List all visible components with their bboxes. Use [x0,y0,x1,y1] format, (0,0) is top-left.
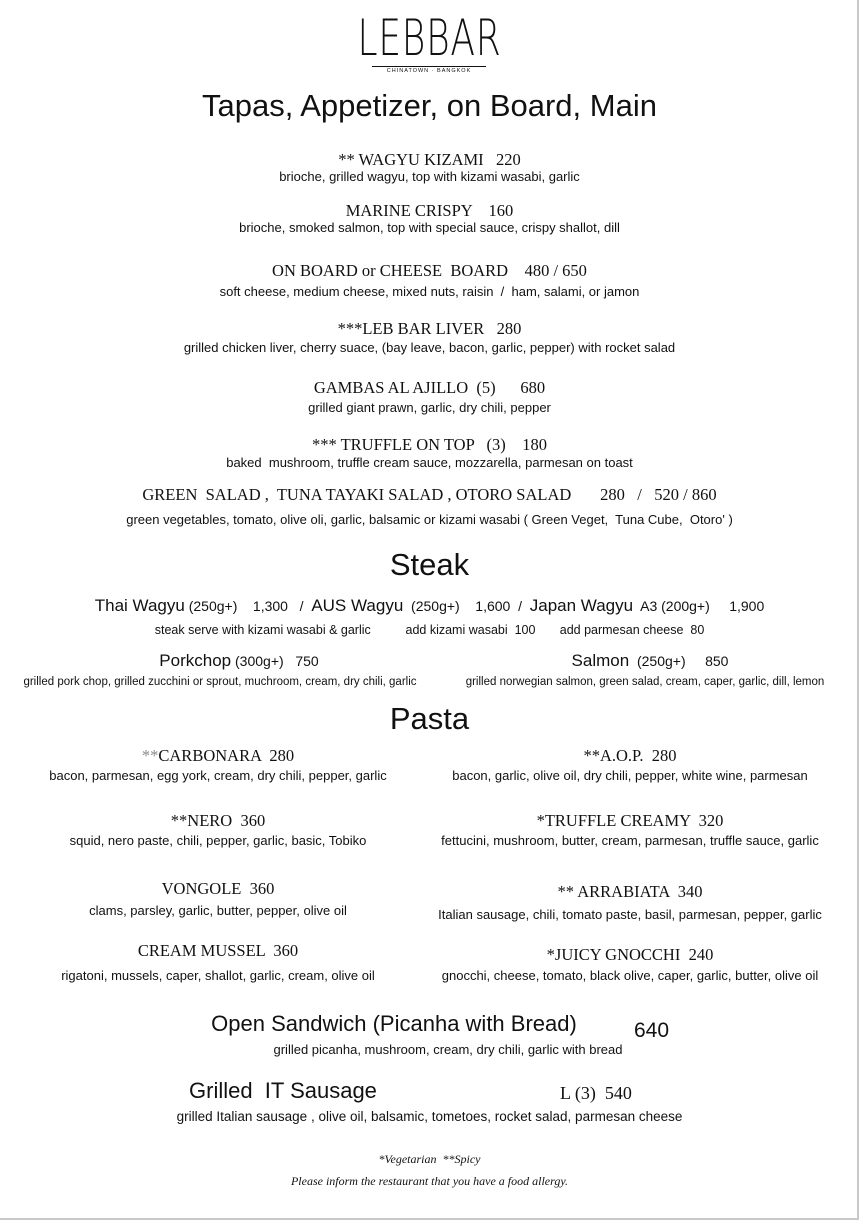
pasta-item-title: *JUICY GNOCCHI 240 [546,945,714,964]
menu-item-desc: green vegetables, tomato, olive oli, garlic, balsamic or kizami wasabi ( Green Veget, Tuna Cube, Otoro' ) [126,512,733,527]
steak-name: AUS Wagyu [311,596,404,615]
section-heading-tapas: Tapas, Appetizer, on Board, Main [202,88,657,123]
menu-item-desc: brioche, grilled wagyu, top with kizami wasabi, garlic [279,169,580,184]
steak-wagyu-line [0,596,859,616]
steak-weight: (250g+) [184,598,238,614]
menu-item-desc: grilled giant prawn, garlic, dry chili, pepper [308,400,551,415]
menu-item-desc: soft cheese, medium cheese, mixed nuts, raisin / ham, salami, or jamon [219,284,640,299]
steak-salmon [440,651,859,671]
steak-wagyu-desc: steak serve with kizami wasabi & garlic add kizami wasabi 100 add parmesan cheese 80 [154,623,705,637]
steak-name: Thai Wagyu [94,596,185,615]
spicy-mark: ** [141,746,159,765]
sandwich-title: Open Sandwich (Picanha with Bread) [211,1011,577,1036]
steak-porkchop-desc: grilled pork chop, grilled zucchini or sprout, muchroom, cream, dry chili, garlic [23,676,417,688]
pasta-item-desc: squid, nero paste, chili, pepper, garlic, basic, Tobiko [69,833,367,848]
sandwich-price: 640 [634,1019,670,1042]
sausage-price: L (3) 540 [560,1083,632,1103]
pasta-item-desc: bacon, garlic, olive oil, dry chili, pepper, white wine, parmesan [452,768,808,783]
steak-salmon-desc: grilled norwegian salmon, green salad, cream, caper, garlic, dill, lemon [465,676,825,688]
menu-item-title: GREEN SALAD , TUNA TAYAKI SALAD , OTORO SALAD 280 / 520 / 860 [142,485,717,504]
sausage-title: Grilled IT Sausage [189,1078,377,1103]
steak-name: Porkchop [159,651,232,670]
pasta-item-title: **NERO 360 [170,811,266,830]
pasta-item-desc: clams, parsley, garlic, butter, pepper, olive oil [89,903,347,918]
pasta-item-title: **A.O.P. 280 [583,746,677,765]
steak-price: 850 [685,653,729,669]
section-heading-steak: Steak [389,547,470,582]
logo: LEBBAR [357,9,502,67]
pasta-item-title [8,746,428,766]
menu-item-title: ON BOARD or CHEESE BOARD 480 / 650 [272,261,587,280]
menu-item-title: GAMBAS AL AJILLO (5) 680 [313,378,546,397]
logo-tagline: CHINATOWN · BANGKOK [372,66,486,74]
steak-weight: (300g+) [231,653,284,669]
pasta-item-desc: bacon, parmesan, egg york, cream, dry chili, pepper, garlic [49,768,387,783]
sandwich-desc: grilled picanha, mushroom, cream, dry chili, garlic with bread [273,1042,623,1057]
steak-name: Salmon [571,651,630,670]
steak-price: 1,300 / [237,598,312,614]
steak-price: 750 [283,653,319,669]
menu-item-desc: brioche, smoked salmon, top with special sauce, crispy shallot, dill [239,220,620,235]
pasta-item-title: CREAM MUSSEL 360 [137,941,299,960]
sausage-desc: grilled Italian sausage , olive oil, balsamic, tometoes, rocket salad, parmesan cheese [176,1109,683,1124]
allergy-notice: Please inform the restaurant that you have a food allergy. [290,1174,569,1188]
menu-item-title: ***LEB BAR LIVER 280 [337,319,522,338]
pasta-item-desc: fettucini, mushroom, butter, cream, parmesan, truffle sauce, garlic [441,833,819,848]
pasta-item-desc: rigatoni, mussels, caper, shallot, garlic, cream, olive oil [61,968,375,983]
pasta-name: CARBONARA 280 [158,746,295,765]
pasta-item-desc: gnocchi, cheese, tomato, black olive, caper, garlic, butter, olive oil [441,968,819,983]
steak-price: 1,600 / [459,598,530,614]
menu-item-title: MARINE CRISPY 160 [345,201,514,220]
menu-item-desc: baked mushroom, truffle cream sauce, mozzarella, parmesan on toast [226,455,633,470]
steak-weight: (250g+) [403,598,460,614]
pasta-item-desc: Italian sausage, chili, tomato paste, basil, parmesan, pepper, garlic [438,907,822,922]
steak-price: 1,900 [709,598,765,614]
section-heading-pasta: Pasta [389,701,470,736]
steak-porkchop [0,651,478,671]
steak-weight: (250g+) [629,653,686,669]
menu-item-title: ** WAGYU KIZAMI 220 [338,150,521,169]
menu-item-title: *** TRUFFLE ON TOP (3) 180 [312,435,547,454]
pasta-item-title: VONGOLE 360 [161,879,275,898]
menu-item-desc: grilled chicken liver, cherry suace, (bay leave, bacon, garlic, pepper) with rocket salad [183,340,676,355]
pasta-item-title: ** ARRABIATA 340 [557,882,703,901]
dietary-legend: *Vegetarian **Spicy [378,1152,481,1166]
pasta-item-title: *TRUFFLE CREAMY 320 [536,811,724,830]
steak-weight: A3 (200g+) [633,598,710,614]
steak-name: Japan Wagyu [529,596,634,615]
